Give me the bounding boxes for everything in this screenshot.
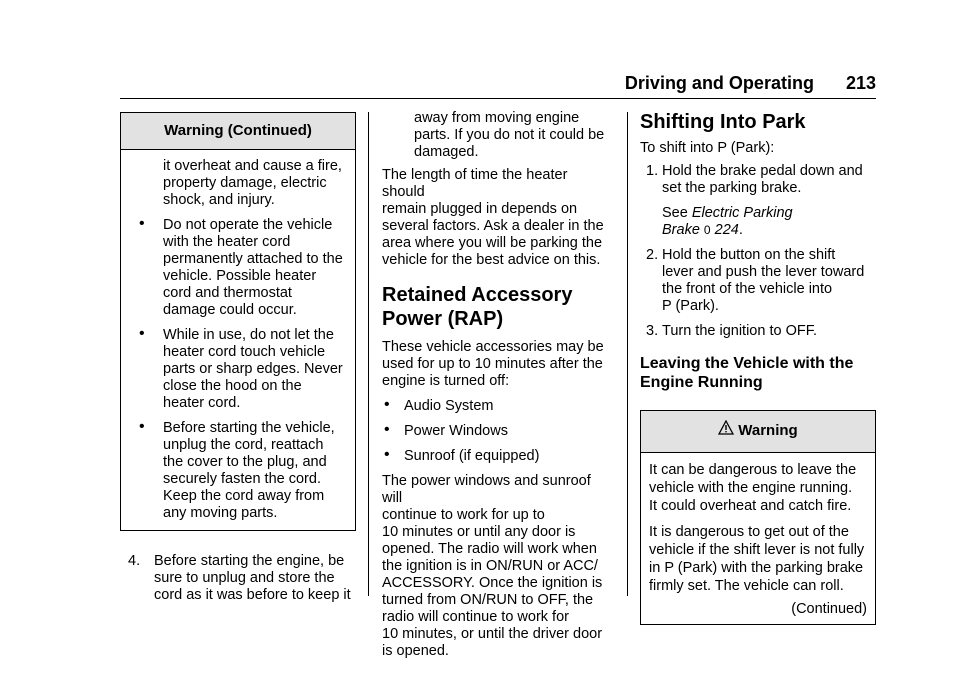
warning-bullet-2: • While in use, do not let the heater cord touch vehicle parts or sharp edges. Never close the hood on the heater cord. (139, 325, 343, 411)
list-item: • Power Windows (384, 421, 508, 439)
rap-heading: Retained Accessory Power (RAP) (382, 284, 573, 330)
warning-bullet-3: • Before starting the vehicle, unplug the cord, reattach the cover to the plug, and securely fasten the cord. Keep the cord away from any moving parts. (139, 418, 335, 521)
warning-body (121, 150, 355, 530)
rap-details-paragraph: The power windows and sunroof will continue to work for up to 10 minutes or until any door is opened. The radio will work when the ignition is in ON/RUN or ACC/ ACCESSORY. Once the ignition is turned from ON/RUN to OFF, the radio will continue to work for 10 minutes, or until the driver door is opened. (382, 473, 603, 659)
warning-paragraph-2: It is dangerous to get out of the vehicle if the shift lever is not fully in P (Park) with the parking brake firmly set. The vehicle can roll. (649, 524, 865, 594)
warning-paragraph-1: It can be dangerous to leave the vehicle with the engine running. It could overheat and catch fire. (649, 462, 857, 514)
page-number: 213 (845, 73, 876, 93)
heater-time-paragraph: The length of time the heater should remain plugged in depends on several factors. Ask a dealer in the area where you will be parking the vehicle for the best advice on this. (382, 167, 604, 268)
rap-intro-paragraph: These vehicle accessories may be used for up to 10 minutes after the engine is turned off: (382, 339, 604, 389)
step-4: 4. Before starting the engine, be sure to unplug and store the cord as it was before to keep it (128, 553, 351, 603)
see-reference: See Electric Parking Brake 0 224. (662, 205, 793, 238)
leaving-vehicle-heading: Leaving the Vehicle with the Engine Running (640, 355, 854, 391)
column-right (640, 110, 876, 625)
electric-parking-brake-link[interactable]: Electric Parking (691, 205, 793, 221)
shifting-heading: Shifting Into Park (640, 111, 806, 133)
warning-bullet-1: • Do not operate the vehicle with the heater cord permanently attached to the vehicle. Possible heater cord and thermostat damage could occur. (139, 215, 343, 318)
column-divider-2 (627, 112, 628, 596)
warning-continued-text: it overheat and cause a fire, property damage, electric shock, and injury. (163, 158, 342, 208)
continued-label: (Continued) (791, 601, 867, 617)
warning-title: Warning (738, 422, 798, 439)
warning-box (640, 410, 876, 625)
list-item: • Audio System (384, 396, 494, 414)
page-reference-icon: 0 (703, 223, 711, 237)
column-divider-1 (368, 112, 369, 596)
warning-title: Warning (Continued) (121, 113, 355, 150)
step-1: 1. Hold the brake pedal down and set the parking brake. (646, 163, 863, 196)
list-item: • Sunroof (if equipped) (384, 446, 540, 464)
step-4-continued: away from moving engine parts. If you do not it could be damaged. (414, 110, 605, 160)
warning-header (641, 411, 875, 453)
section-title: Driving and Operating (624, 73, 814, 93)
shifting-intro: To shift into P (Park): (640, 140, 775, 156)
step-3: 3. Turn the ignition to OFF. (646, 323, 818, 339)
header-rule (120, 98, 876, 99)
warning-body (641, 453, 875, 624)
column-left (120, 112, 356, 604)
page-header (0, 72, 876, 94)
column-middle (382, 110, 614, 660)
warning-triangle-icon (718, 420, 734, 440)
warning-box-continued (120, 112, 356, 531)
step-2: 2. Hold the button on the shift lever and push the lever toward the front of the vehicle into P (Park). (646, 247, 865, 314)
